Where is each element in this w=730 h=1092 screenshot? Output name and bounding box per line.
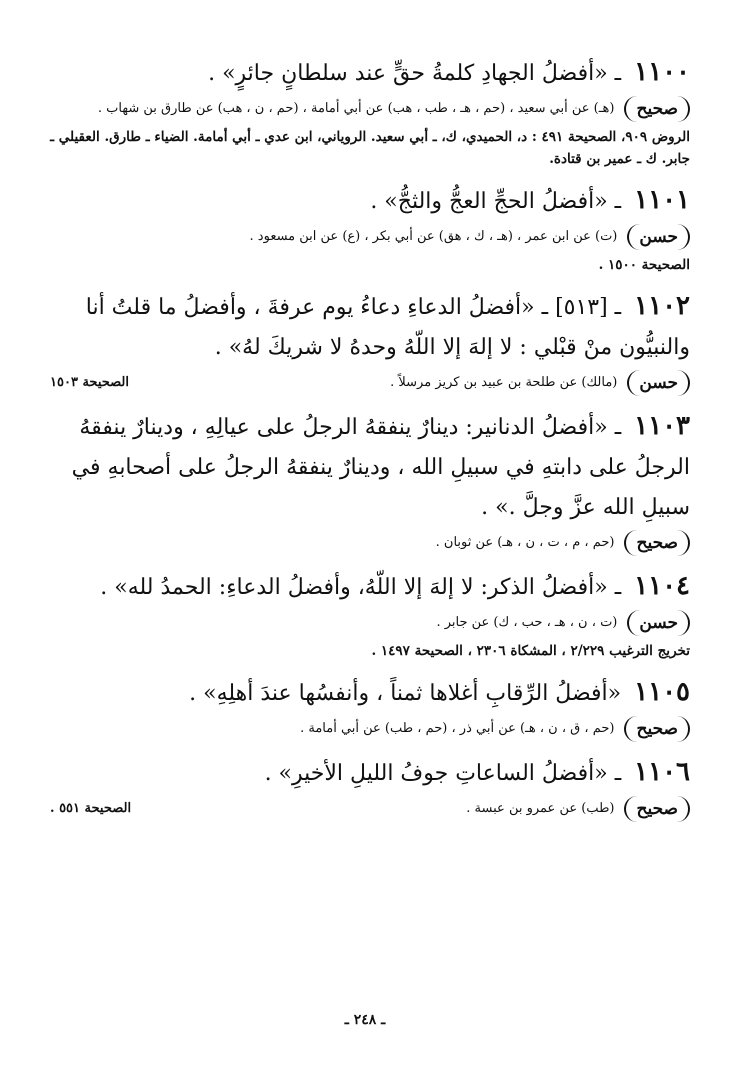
- reference-inline: الصحيحة ١٥٠٣: [50, 375, 129, 390]
- hadith-number: ١١٠٢: [634, 291, 690, 321]
- hadith-entry-1103: [50, 406, 690, 556]
- hadith-entry-1102: [50, 286, 690, 396]
- sources-text: (مالك) عن طلحة بن عبيد بن كريز مرسلاً .: [390, 375, 618, 390]
- sources-text: (ت ، ن ، هـ ، حب ، ك) عن جابر .: [436, 615, 618, 630]
- page-number: ـ ٢٤٨ ـ: [344, 1012, 386, 1028]
- grade-row: [50, 610, 690, 636]
- grade-badge: صحيح: [624, 796, 690, 822]
- reference-inline: الصحيحة ٥٥١ .: [50, 801, 132, 816]
- grade-row: [50, 96, 690, 122]
- grade-row: [50, 716, 690, 742]
- hadith-body: ـ «أفضلُ الجهادِ كلمةُ حقٍّ عند سلطانٍ جائرٍ» .: [208, 61, 622, 86]
- grade-row: [50, 224, 690, 250]
- hadith-text: [50, 752, 690, 794]
- hadith-body: ـ [٥١٣] ـ «أفضلُ الدعاءِ دعاءُ يوم عرفةَ ، وأفضلُ ما قلتُ أنا والنبيُّون منْ قبْلي : لا إلهَ إلا اللّهُ وحدهُ لا شريكَ لهُ» .: [85, 295, 690, 360]
- hadith-entry-1104: [50, 566, 690, 662]
- grade-badge: صحيح: [624, 716, 690, 742]
- hadith-text: [50, 180, 690, 222]
- hadith-entry-1106: [50, 752, 690, 822]
- references: تخريج الترغيب ٢/٢٢٩ ، المشكاة ٢٣٠٦ ، الصحيحة ١٤٩٧ .: [371, 643, 690, 659]
- hadith-number: ١١٠٣: [634, 411, 690, 441]
- hadith-text: [50, 566, 690, 608]
- grade-row: [50, 796, 690, 822]
- grade-badge: صحيح: [624, 96, 690, 122]
- references: الصحيحة ١٥٠٠ .: [598, 257, 690, 273]
- hadith-entry-1100: [50, 52, 690, 170]
- hadith-body: ـ «أفضلُ الدنانير: دينارٌ ينفقهُ الرجلُ على عيالِهِ ، ودينارٌ ينفقهُ الرجلُ على دابتهِ في سبيلِ الله ، ودينارٌ ينفقهُ الرجلُ على أصحابهِ في سبيلِ الله عزَّ وجلَّ .» .: [71, 415, 690, 520]
- hadith-entry-1101: [50, 180, 690, 276]
- hadith-number: ١١٠٤: [634, 571, 690, 601]
- sources-text: (حم ، م ، ت ، ن ، هـ) عن ثوبان .: [435, 535, 615, 550]
- grade-badge: حسن: [627, 610, 690, 636]
- references: الروض ٩٠٩، الصحيحة ٤٩١ : د، الحميدي، ك، ـ أبي سعيد. الروياني، ابن عدي ـ أبي أمامة. الضياء ـ طارق. العقيلي ـ جابر. ك ـ عمير بن قتادة.: [50, 129, 690, 167]
- sources-text: (حم ، ق ، ن ، هـ) عن أبي ذر ، (حم ، طب) عن أبي أمامة .: [300, 721, 615, 736]
- hadith-text: [50, 672, 690, 714]
- hadith-text: [50, 52, 690, 94]
- hadith-number: ١١٠٠: [634, 57, 690, 87]
- hadith-text: [50, 286, 690, 368]
- sources-text: (ت) عن ابن عمر ، (هـ ، ك ، هق) عن أبي بكر ، (ع) عن ابن مسعود .: [249, 229, 618, 244]
- grade-row: [50, 370, 690, 396]
- grade-badge: صحيح: [624, 530, 690, 556]
- hadith-body: «أفضلُ الرِّقابِ أغلاها ثمناً ، وأنفسُها عندَ أهلِهِ» .: [189, 681, 622, 706]
- grade-badge: حسن: [627, 370, 690, 396]
- document-page: [50, 52, 690, 832]
- hadith-body: ـ «أفضلُ الساعاتِ جوفُ الليلِ الأخيرِ» .: [264, 761, 622, 786]
- sources-text: (طب) عن عمرو بن عبسة .: [466, 801, 615, 816]
- grade-row: [50, 530, 690, 556]
- sources-text: (هـ) عن أبي سعيد ، (حم ، هـ ، طب ، هب) عن أبي أمامة ، (حم ، ن ، هب) عن طارق بن شهاب .: [97, 101, 615, 116]
- hadith-text: [50, 406, 690, 528]
- hadith-number: ١١٠١: [634, 185, 690, 215]
- hadith-number: ١١٠٦: [634, 757, 690, 787]
- hadith-body: ـ «أفضلُ الحجِّ العجُّ والثجُّ» .: [370, 189, 622, 214]
- hadith-body: ـ «أفضلُ الذكر: لا إلهَ إلا اللّهُ، وأفضلُ الدعاءِ: الحمدُ لله» .: [100, 575, 622, 600]
- grade-badge: حسن: [627, 224, 690, 250]
- hadith-number: ١١٠٥: [634, 677, 690, 707]
- hadith-entry-1105: [50, 672, 690, 742]
